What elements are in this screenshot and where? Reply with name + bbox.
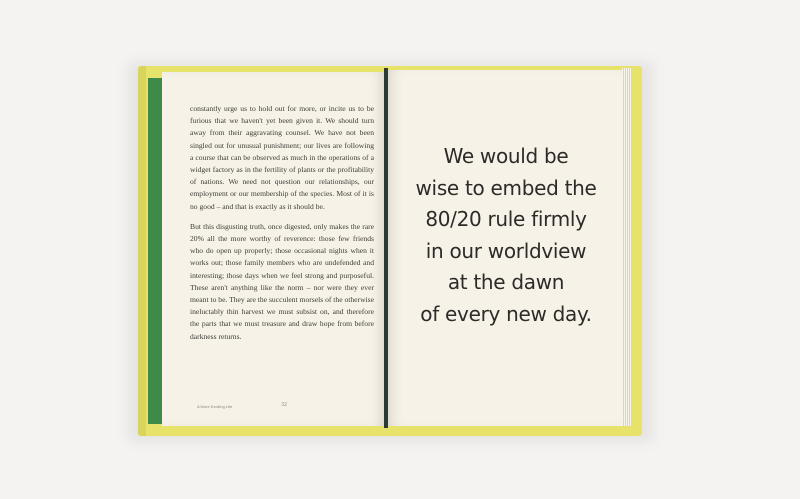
running-footer-title: A More Exciting Life [197,404,233,409]
page-number: 32 [281,402,287,408]
book-cover-edge [138,66,146,436]
quote-line: 80/20 rule firmly [425,207,587,231]
body-paragraph-2: But this disgusting truth, once digested, only makes the rare 20% all the more worthy of reverence: those few friends who do open up properly; those occasional nights when it works out; those family members who are undefended and interesting; those days when we feel strong and purposeful. These aren't anything like the norm – nor were they ever meant to be. They are the succulent morsels of the otherwise ineluctably thin harvest we must subsist on, and therefore the parts that we must treasure and draw hope from before darkness returns. [190,221,374,341]
book-gutter [384,68,388,428]
body-paragraph-1: constantly urge us to hold out for more, or incite us to be furious that we haven't yet been given it. We should turn away from their aggravating counsel. We have not been singled out for unusual punishment; our lives are following a course that can be observed as much in the operations of a widget factory as in the fertility of plants or the profitability of nations. We need not question our relationships, our employment or our membership of the species. Most of it is no good – and that is exactly as it should be. [190,104,374,211]
pull-quote [400,141,612,330]
quote-line: at the dawn [447,270,565,294]
quote-line: of every new day. [420,301,592,326]
left-page-body [190,103,374,351]
green-endpaper-strip [148,78,162,424]
quote-line: in our worldview [425,238,587,263]
quote-line: wise to embed the [415,175,597,200]
quote-line: We would be [443,144,569,168]
page-edges [622,68,632,426]
